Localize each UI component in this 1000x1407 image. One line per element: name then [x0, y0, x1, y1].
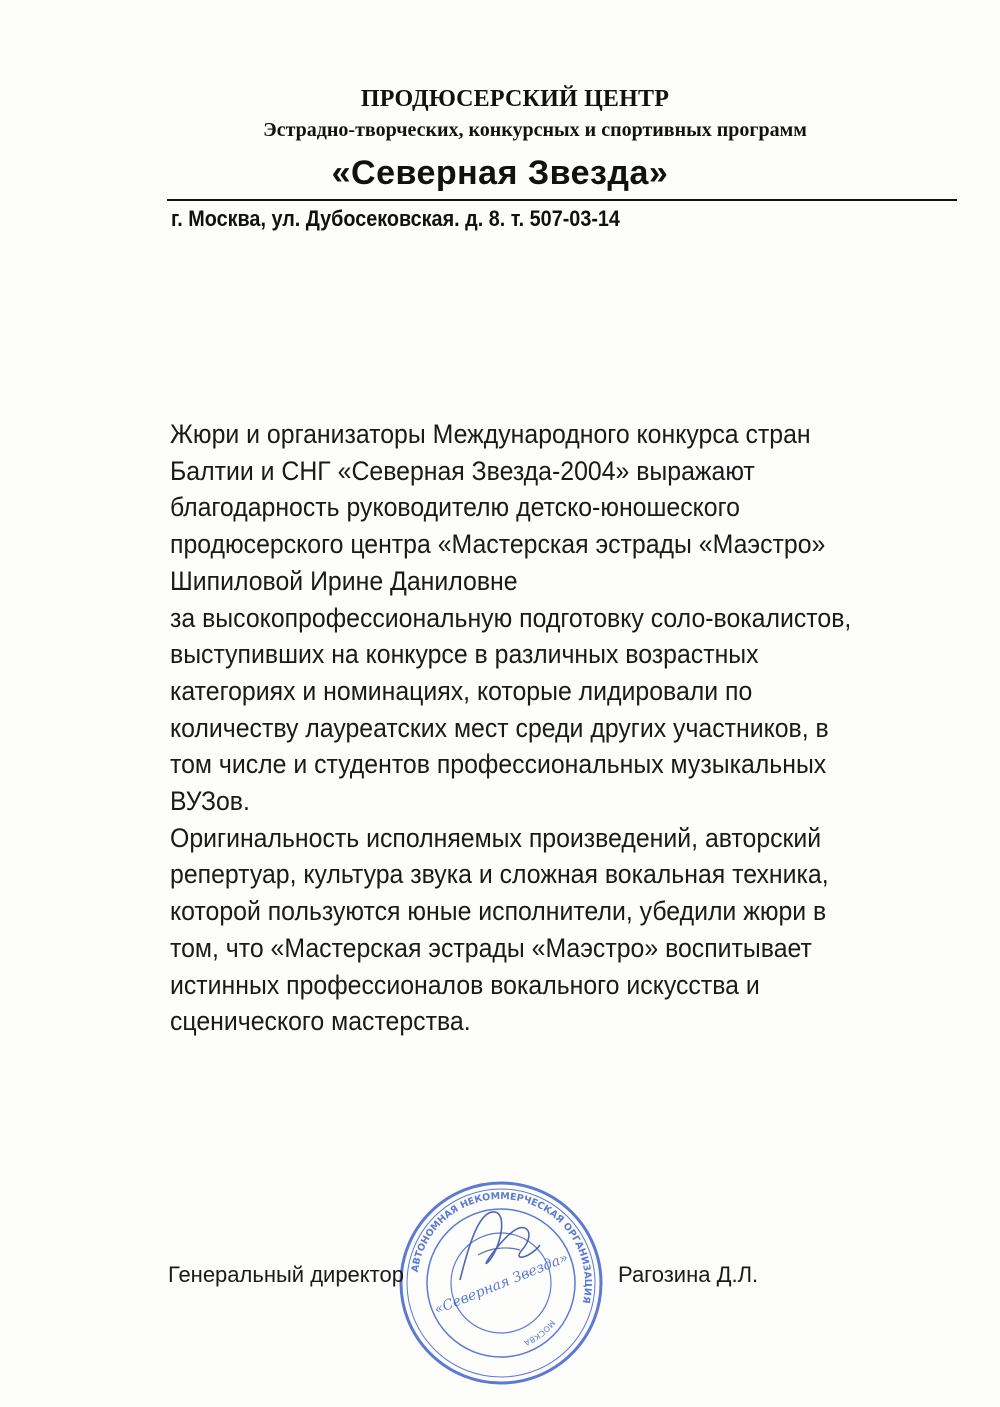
- body-line: категориях и номинациях, которые лидировали по: [170, 675, 753, 706]
- letterhead-divider: [167, 199, 957, 201]
- signature-title: Генеральный директор: [168, 1262, 404, 1287]
- body-line: сценического мастерства.: [170, 1006, 471, 1037]
- letterhead-org-type: ПРОДЮСЕРСКИЙ ЦЕНТР: [360, 86, 670, 112]
- body-line: выступивших на конкурсе в различных возрастных: [170, 639, 759, 670]
- body-line: репертуар, культура звука и сложная вокальная техника,: [170, 859, 829, 890]
- body-line: том числе и студентов профессиональных музыкальных: [170, 749, 827, 780]
- letterhead-org-subtitle: Эстрадно-творческих, конкурсных и спортивных программ: [263, 119, 807, 141]
- seal-city: МОСКВА: [522, 1318, 557, 1348]
- body-line: благодарность руководителю детско-юношеского: [170, 492, 740, 523]
- letterhead-address: г. Москва, ул. Дубосековская. д. 8. т. 507-03-14: [171, 206, 620, 231]
- letter-body: [170, 416, 970, 1040]
- body-line: том, что «Мастерская эстрады «Маэстро» воспитывает: [170, 932, 812, 963]
- body-line: Оригинальность исполняемых произведений, авторский: [170, 822, 822, 853]
- seal-outer-text: АВТОНОМНАЯ НЕКОММЕРЧЕСКАЯ ОРГАНИЗАЦИЯ: [409, 1190, 594, 1305]
- seal-center-text: «Северная Звезда»: [432, 1249, 571, 1319]
- letterhead-org-name: «Северная Звезда»: [331, 154, 669, 192]
- body-line: количеству лауреатских мест среди других участников, в: [170, 712, 829, 743]
- signatory-name: Рагозина Д.Л.: [618, 1262, 759, 1287]
- body-line: Жюри и организаторы Международного конкурса стран: [170, 419, 811, 449]
- body-line: истинных профессионалов вокального искусства и: [170, 969, 760, 1000]
- body-line: за высокопрофессиональную подготовку соло-вокалистов,: [170, 602, 852, 633]
- body-line: Балтии и СНГ «Северная Звезда-2004» выражают: [170, 455, 755, 486]
- svg-text:МОСКВА: [522, 1318, 557, 1347]
- body-line: продюсерского центра «Мастерская эстрады «Маэстро»: [170, 529, 826, 560]
- body-line: ВУЗов.: [170, 786, 250, 817]
- handwritten-signature: [440, 1200, 550, 1300]
- body-line: Шипиловой Ирине Даниловне: [170, 565, 518, 596]
- body-line: которой пользуются юные исполнители, убедили жюри в: [170, 896, 827, 927]
